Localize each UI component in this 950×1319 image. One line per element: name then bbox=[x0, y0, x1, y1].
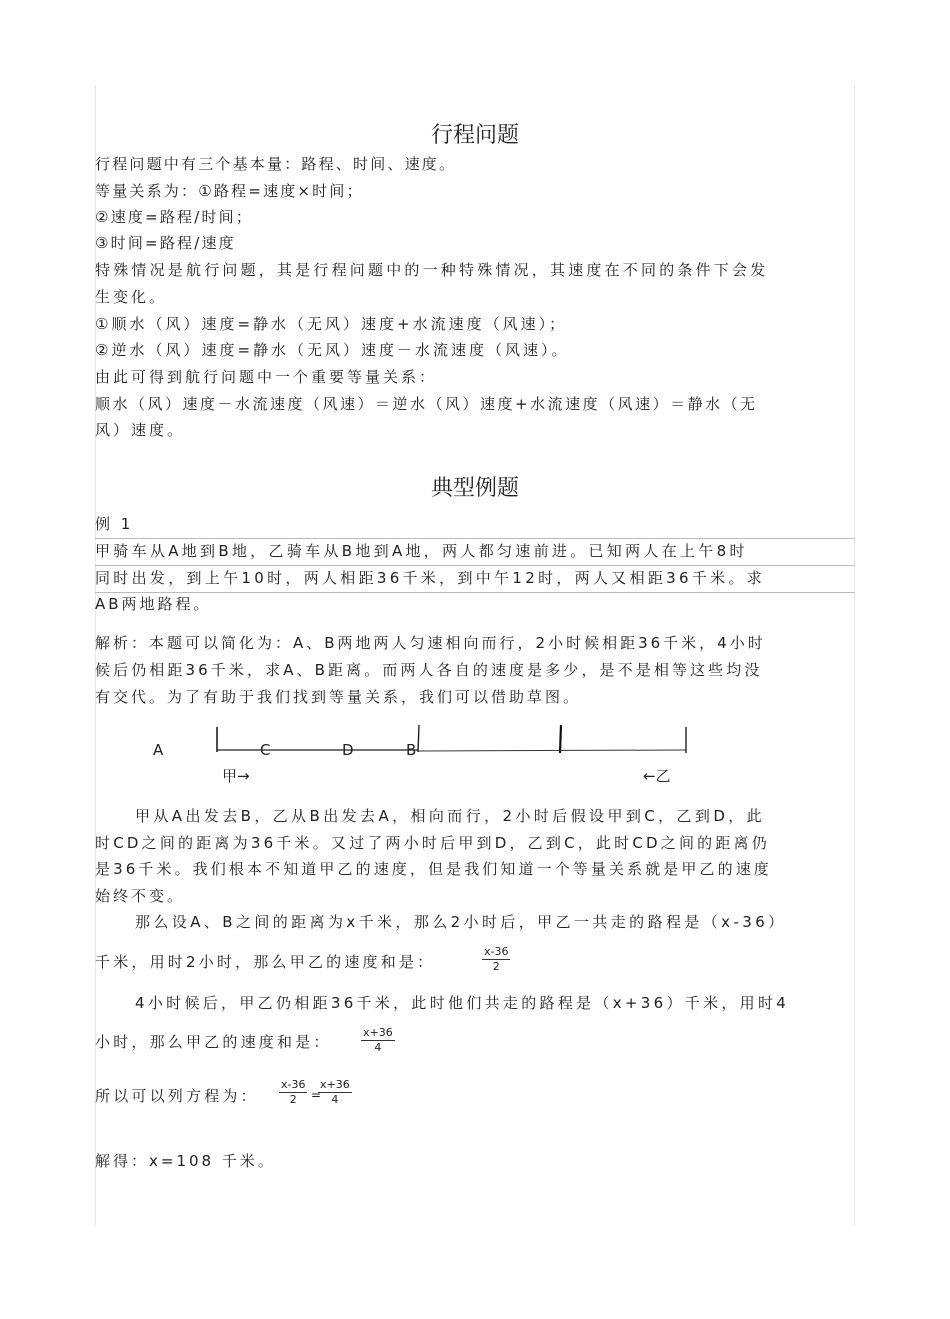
label-d: D bbox=[342, 741, 354, 759]
problem-line-3: AB两地路程。 bbox=[95, 595, 212, 613]
intro-line-9: 由此可得到航行问题中一个重要等量关系： bbox=[95, 368, 438, 386]
para4-line-2: 小时，那么甲乙的速度和是： bbox=[95, 1033, 332, 1051]
intro-line-4: ③时间=路程/速度 bbox=[95, 234, 236, 252]
solution-line-2: 时CD之间的距离为36千米。又过了两小时后甲到D，乙到C，此时CD之间的距离仍 bbox=[95, 834, 770, 852]
label-c: C bbox=[260, 741, 271, 759]
label-b: B bbox=[406, 741, 417, 759]
intro-line-3: ②速度=路程/时间； bbox=[95, 208, 254, 226]
fraction-numerator: x+36 bbox=[363, 1026, 393, 1039]
intro-line-8: ②逆水（风）速度=静水（无风）速度－水流速度（风速）。 bbox=[95, 341, 570, 359]
fraction-numerator: x+36 bbox=[320, 1078, 350, 1091]
label-jia: 甲→ bbox=[222, 767, 250, 785]
fraction-denominator: 4 bbox=[331, 1093, 339, 1106]
intro-line-11: 风）速度。 bbox=[95, 421, 186, 439]
fraction-numerator: x-36 bbox=[484, 945, 509, 958]
fraction-sum-speed-2h bbox=[482, 945, 510, 974]
intro-line-2: 等量关系为：①路程=速度×时间； bbox=[95, 182, 364, 200]
intro-line-6: 生变化。 bbox=[95, 288, 168, 306]
route-line-right bbox=[418, 750, 686, 751]
page-edge-right bbox=[854, 85, 855, 1225]
fraction-denominator: 4 bbox=[374, 1041, 382, 1054]
equation-label: 所以可以列方程为： bbox=[95, 1087, 259, 1105]
page-title: 行程问题 bbox=[430, 123, 519, 148]
fraction-denominator: 2 bbox=[289, 1093, 297, 1106]
intro-line-7: ①顺水（风）速度=静水（无风）速度+水流速度（风速）； bbox=[95, 315, 568, 333]
fraction-sum-speed-4h bbox=[361, 1026, 395, 1055]
intro-line-10: 顺水（风）速度－水流速度（风速）＝逆水（风）速度+水流速度（风速）＝静水（无 bbox=[95, 395, 758, 413]
analysis-line-2: 候后仍相距36千米，求A、B距离。而两人各自的速度是多少，是不是相等这些均没 bbox=[95, 661, 763, 679]
route-tick-b bbox=[418, 725, 419, 752]
equation-right-fraction bbox=[318, 1078, 352, 1107]
fraction-numerator: x-36 bbox=[281, 1078, 306, 1091]
answer-line: 解得：x=108 千米。 bbox=[95, 1152, 276, 1170]
intro-line-1: 行程问题中有三个基本量：路程、时间、速度。 bbox=[95, 155, 457, 173]
example-label: 例 1 bbox=[95, 515, 134, 533]
para4-line-1: 4小时候后，甲乙仍相距36千米，此时他们共走的路程是（x+36）千米，用时4 bbox=[135, 994, 790, 1012]
problem-line-2: 同时出发，到上午10时，两人相距36千米，到中午12时，两人又相距36千米。求 bbox=[95, 569, 766, 587]
section-title: 典型例题 bbox=[430, 476, 519, 501]
label-a: A bbox=[153, 741, 164, 759]
solution-line-6: 千米，用时2小时，那么甲乙的速度和是： bbox=[95, 953, 436, 971]
page-edge-left bbox=[95, 85, 96, 1225]
problem-line-1: 甲骑车从A地到B地，乙骑车从B地到A地，两人都匀速前进。已知两人在上午8时 bbox=[95, 542, 748, 560]
solution-line-4: 始终不变。 bbox=[95, 887, 186, 905]
label-yi: ←乙 bbox=[643, 767, 671, 785]
solution-line-1: 甲从A出发去B，乙从B出发去A，相向而行，2小时后假设甲到C，乙到D，此 bbox=[135, 807, 766, 825]
intro-line-5: 特殊情况是航行问题，其是行程问题中的一种特殊情况，其速度在不同的条件下会发 bbox=[95, 261, 769, 279]
route-diagram bbox=[0, 715, 950, 795]
equals-sign: = bbox=[311, 1088, 322, 1102]
equation-left-fraction bbox=[279, 1078, 307, 1107]
solution-line-5: 那么设A、B之间的距离为x千米，那么2小时后，甲乙一共走的路程是（x-36） bbox=[135, 913, 787, 931]
route-tick-mid bbox=[560, 725, 561, 753]
analysis-line-3: 有交代。为了有助于我们找到等量关系，我们可以借助草图。 bbox=[95, 688, 582, 706]
analysis-line-1: 解析：本题可以简化为：A、B两地两人匀速相向而行，2小时候相距36千米，4小时 bbox=[95, 634, 766, 652]
fraction-denominator: 2 bbox=[492, 960, 500, 973]
solution-line-3: 是36千米。我们根本不知道甲乙的速度，但是我们知道一个等量关系就是甲乙的速度 bbox=[95, 860, 772, 878]
